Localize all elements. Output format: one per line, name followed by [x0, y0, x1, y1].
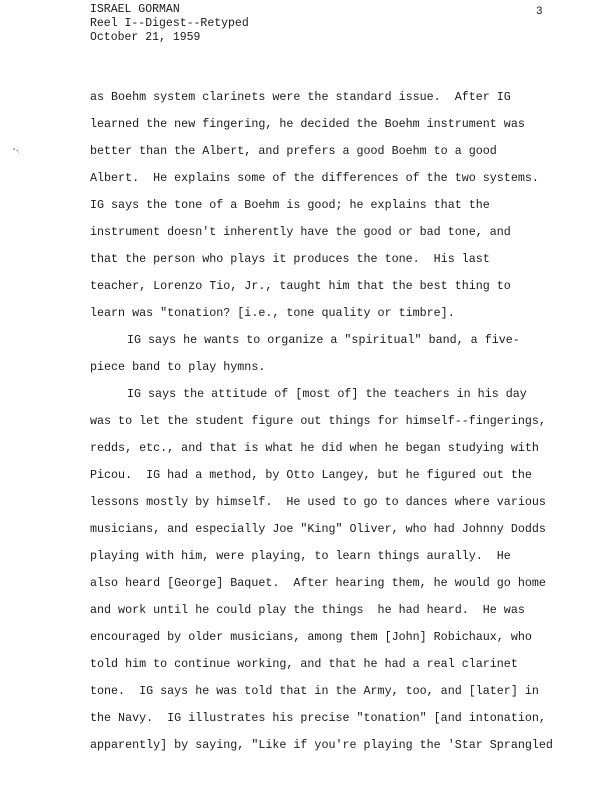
body-line: IG says the tone of a Boehm is good; he explains that the	[90, 198, 490, 212]
header-date: October 21, 1959	[90, 31, 201, 44]
body-line: learn was "tonation? [i.e., tone quality or timbre].	[90, 306, 455, 320]
body-line: piece band to play hymns.	[90, 360, 266, 374]
body-line: Albert. He explains some of the differences of the two systems.	[90, 171, 539, 185]
body-line: playing with him, were playing, to learn things aurally. He	[90, 549, 511, 563]
body-line: Picou. IG had a method, by Otto Langey, but he figured out the	[90, 468, 532, 482]
body-line: apparently] by saying, "Like if you're playing the 'Star Sprangled	[90, 738, 553, 752]
body-line: as Boehm system clarinets were the standard issue. After IG	[90, 90, 511, 104]
body-line: instrument doesn't inherently have the good or bad tone, and	[90, 225, 511, 239]
transcript-body	[90, 90, 560, 765]
page-number: 3	[536, 6, 543, 18]
body-line: redds, etc., and that is what he did when he began studying with	[90, 441, 539, 455]
body-line: better than the Albert, and prefers a good Boehm to a good	[90, 144, 497, 158]
scan-speck-mark	[12, 147, 20, 153]
body-line: teacher, Lorenzo Tio, Jr., taught him that the best thing to	[90, 279, 511, 293]
body-line: the Navy. IG illustrates his precise "tonation" [and intonation,	[90, 711, 546, 725]
body-line: learned the new fingering, he decided the Boehm instrument was	[90, 117, 525, 131]
body-line: that the person who plays it produces the tone. His last	[90, 252, 490, 266]
header-reel: Reel I--Digest--Retyped	[90, 17, 249, 30]
body-line: was to let the student figure out things for himself--fingerings,	[90, 414, 546, 428]
body-line: tone. IG says he was told that in the Army, too, and [later] in	[90, 684, 539, 698]
body-line: told him to continue working, and that he had a real clarinet	[90, 657, 518, 671]
body-line: encouraged by older musicians, among them [John] Robichaux, who	[90, 630, 532, 644]
body-line: musicians, and especially Joe "King" Oliver, who had Johnny Dodds	[90, 522, 546, 536]
body-line: and work until he could play the things he had heard. He was	[90, 603, 525, 617]
body-line: also heard [George] Baquet. After hearing them, he would go home	[90, 576, 546, 590]
header-name: ISRAEL GORMAN	[90, 3, 180, 16]
body-line: IG says the attitude of [most of] the teachers in his day	[127, 387, 527, 401]
body-line: IG says he wants to organize a "spiritual" band, a five-	[127, 333, 520, 347]
body-line: lessons mostly by himself. He used to go to dances where various	[90, 495, 546, 509]
document-header	[90, 3, 249, 45]
